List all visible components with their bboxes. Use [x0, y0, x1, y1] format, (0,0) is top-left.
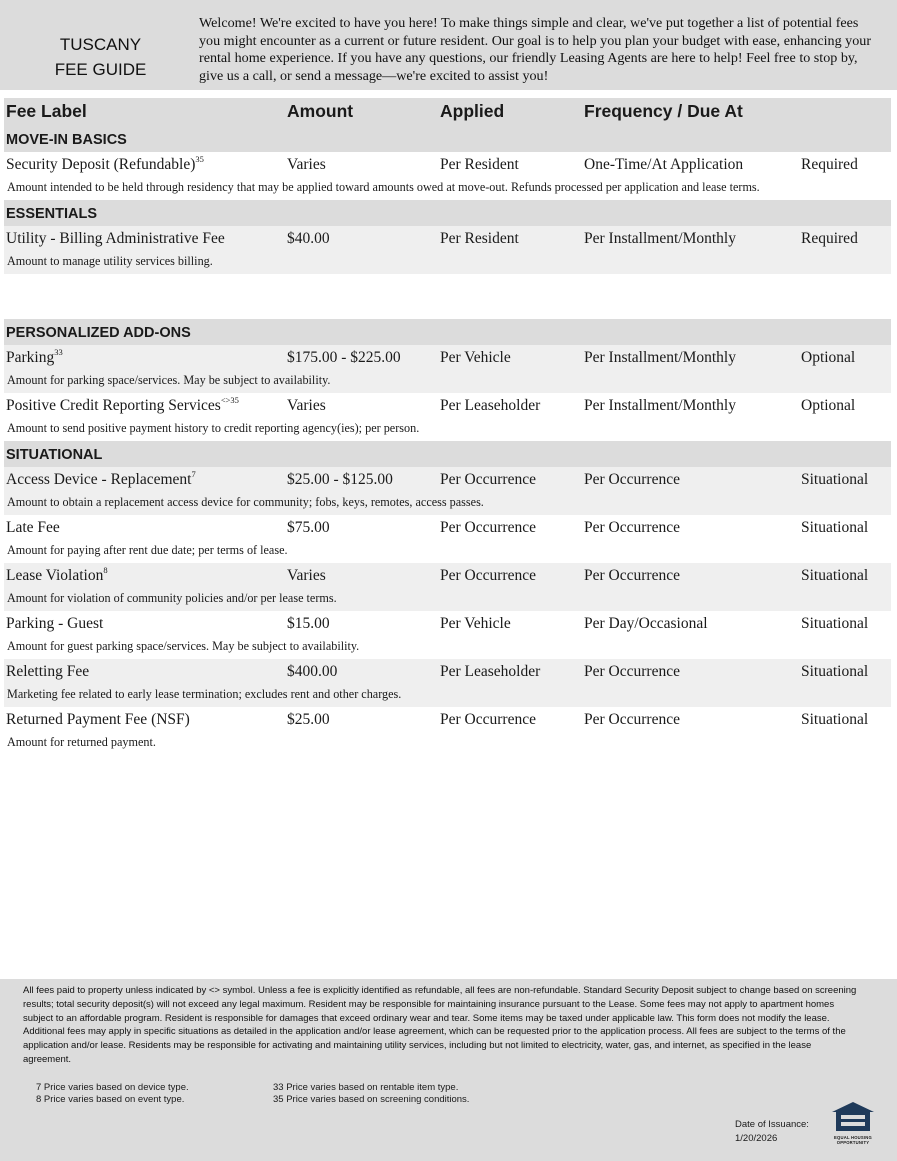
section-title: SITUATIONAL: [6, 447, 103, 463]
column-fee-label: Fee Label: [6, 101, 87, 121]
fee-status: [801, 519, 868, 537]
fee-row: [4, 345, 891, 393]
fee-status: [801, 156, 858, 174]
fee-label: [6, 567, 108, 585]
fee-row: [4, 226, 891, 274]
fee-frequency-text: One-Time/At Application: [584, 156, 744, 173]
table-header: [4, 98, 891, 126]
fee-applied: [440, 349, 511, 367]
fee-status: [801, 397, 855, 415]
fee-frequency: [584, 663, 680, 681]
fee-label-text: Parking - Guest: [6, 615, 104, 632]
fee-frequency: [584, 567, 680, 585]
fee-description: Amount to manage utility services billing.: [7, 254, 213, 268]
issuance: [735, 1118, 809, 1146]
fee-status: [801, 349, 855, 367]
fee-amount-text: $25.00: [287, 711, 330, 728]
section-move-in: [4, 126, 891, 152]
fee-frequency: [584, 156, 743, 174]
fee-label: [6, 711, 190, 729]
fee-applied-text: Per Occurrence: [440, 567, 536, 584]
brand-line2: FEE GUIDE: [54, 60, 147, 79]
column-applied: Applied: [440, 101, 505, 121]
fee-amount-text: $15.00: [287, 615, 330, 632]
fee-frequency-text: Per Occurrence: [584, 519, 680, 536]
equal-housing-icon: [830, 1101, 876, 1145]
fee-applied-text: Per Leaseholder: [440, 663, 541, 680]
fee-applied-text: Per Vehicle: [440, 349, 511, 366]
fee-amount: [287, 397, 326, 415]
fee-row: [4, 563, 891, 611]
fee-applied: [440, 663, 540, 681]
fee-description: Amount for guest parking space/services. May be subject to availability.: [7, 639, 360, 653]
section-addons: [4, 319, 891, 345]
fee-row: [4, 659, 891, 707]
fee-label: [6, 663, 89, 681]
fee-frequency-text: Per Day/Occasional: [584, 615, 708, 632]
fee-applied-text: Per Vehicle: [440, 615, 511, 632]
fee-amount: [287, 156, 326, 174]
section-situational: [4, 441, 891, 467]
section-title: PERSONALIZED ADD-ONS: [6, 325, 191, 341]
footnote-35: 35 Price varies based on screening conditions.: [273, 1094, 470, 1105]
fee-applied: [440, 230, 519, 248]
footnote-7: 7 Price varies based on device type.: [36, 1082, 189, 1093]
fee-amount: [287, 349, 401, 367]
fee-status-text: Situational: [801, 519, 869, 536]
fee-frequency: [584, 230, 736, 248]
fee-status: [801, 711, 868, 729]
fee-frequency: [584, 615, 708, 633]
fee-description: Marketing fee related to early lease termination; excludes rent and other charges.: [7, 687, 402, 701]
fee-label-text: Late Fee: [6, 519, 60, 536]
footnotes-right: [273, 1082, 469, 1106]
fee-description: Amount to obtain a replacement access device for community; fobs, keys, remotes, access passes.: [7, 495, 484, 509]
fee-status: [801, 567, 868, 585]
footnote-ref: 8: [103, 565, 108, 575]
fee-label: [6, 397, 239, 415]
fee-amount: [287, 519, 330, 537]
fee-applied: [440, 519, 536, 537]
fee-label-text: Utility - Billing Administrative Fee: [6, 230, 225, 247]
fee-applied-text: Per Occurrence: [440, 471, 536, 488]
fee-status-text: Required: [801, 156, 858, 173]
footnote-ref: 33: [54, 347, 63, 357]
footnote-ref: 7: [191, 469, 196, 479]
fee-label-text: Positive Credit Reporting Services: [6, 397, 221, 414]
fee-amount-text: Varies: [287, 567, 326, 584]
fee-frequency-text: Per Installment/Monthly: [584, 397, 736, 414]
fee-amount-text: $400.00: [287, 663, 338, 680]
footnotes-left: [36, 1082, 189, 1106]
fee-status-text: Situational: [801, 663, 869, 680]
column-frequency: Frequency / Due At: [584, 101, 743, 121]
fee-frequency-text: Per Occurrence: [584, 663, 680, 680]
fee-description: Amount for returned payment.: [7, 735, 156, 749]
fee-frequency-text: Per Occurrence: [584, 471, 680, 488]
fee-amount-text: Varies: [287, 397, 326, 414]
spacer: [4, 274, 891, 319]
fee-applied: [440, 397, 540, 415]
fee-frequency: [584, 349, 736, 367]
fee-label: [6, 471, 196, 489]
fee-status-text: Situational: [801, 567, 869, 584]
fee-row: [4, 393, 891, 441]
fee-label: [6, 156, 204, 174]
fee-applied-text: Per Resident: [440, 230, 519, 247]
brand-title: [28, 32, 173, 82]
brand-line1: TUSCANY: [59, 35, 142, 54]
fee-label: [6, 349, 63, 367]
fee-amount: [287, 615, 330, 633]
fee-amount-text: $175.00 - $225.00: [287, 349, 401, 366]
footnote-33: 33 Price varies based on rentable item type.: [273, 1082, 459, 1093]
fee-row: [4, 707, 891, 755]
disclaimer: All fees paid to property unless indicated by <> symbol. Unless a fee is explicitly identified as refundable, all fees are non-refundable. Standard Security Deposit subject to change based on screening results; total security deposit(s) will not exceed any legal maximum. Resident may be responsible for maintaining insurance pursuant to the Lease. Some fees may not apply to apartment homes subject to an affordable program. Resident is responsible for damages that exceed ordinary wear and tear. Some items may be taxed under applicable law. This form does not modify the lease. Additional fees may apply in specific situations as detailed in the application and/or lease agreement, which can be requested prior to the application process. All fees are subject to the terms of the application and/or lease. Residents may be responsible for activating and maintaining utility services, including but not limited to electricity, water, gas, and internet, as specified in the lease agreement.: [23, 985, 857, 1065]
fee-description: Amount for violation of community policies and/or per lease terms.: [7, 591, 337, 605]
fee-applied: [440, 471, 536, 489]
section-title: MOVE-IN BASICS: [6, 132, 127, 148]
fee-amount: [287, 471, 393, 489]
fee-amount: [287, 230, 330, 248]
fee-description: Amount to send positive payment history to credit reporting agency(ies); per person.: [7, 421, 420, 435]
fee-applied-text: Per Leaseholder: [440, 397, 541, 414]
fee-status-text: Optional: [801, 397, 856, 414]
section-rows: [4, 152, 891, 200]
fee-applied: [440, 711, 536, 729]
footnote-8: 8 Price varies based on event type.: [36, 1094, 185, 1105]
fee-status-text: Optional: [801, 349, 856, 366]
column-amount: Amount: [287, 101, 354, 121]
fee-applied: [440, 156, 519, 174]
section-rows: [4, 226, 891, 274]
fee-applied: [440, 615, 511, 633]
fee-label: [6, 230, 225, 248]
fee-status-text: Required: [801, 230, 858, 247]
fee-label-text: Returned Payment Fee (NSF): [6, 711, 190, 728]
fee-label-text: Access Device - Replacement: [6, 471, 192, 488]
header: [0, 0, 897, 90]
fee-label-text: Parking: [6, 349, 55, 366]
fee-frequency-text: Per Occurrence: [584, 711, 680, 728]
fee-status-text: Situational: [801, 471, 869, 488]
fee-frequency: [584, 711, 680, 729]
fee-frequency: [584, 519, 680, 537]
fee-row: [4, 467, 891, 515]
welcome-text: Welcome! We're excited to have you here! To make things simple and clear, we've put together a list of potential fees you might encounter as a current or future resident. Our goal is to help you plan your budget with ease, enhancing your rental home experience. If you have any questions, our friendly Leasing Agents are here to help! Feel free to stop by, give us a call, or send a message—we're excited to assist you!: [199, 15, 872, 84]
footnote-ref: 35: [195, 154, 204, 164]
fee-applied-text: Per Resident: [440, 156, 519, 173]
fee-label-text: Lease Violation: [6, 567, 104, 584]
eho-line2: OPPORTUNITY: [836, 1140, 870, 1145]
fee-label-text: Security Deposit (Refundable): [6, 156, 196, 173]
section-rows: [4, 467, 891, 755]
fee-frequency-text: Per Installment/Monthly: [584, 230, 736, 247]
fee-frequency: [584, 471, 680, 489]
section-title: ESSENTIALS: [6, 206, 98, 222]
fee-status-text: Situational: [801, 615, 869, 632]
fee-status: [801, 230, 858, 248]
fee-frequency-text: Per Installment/Monthly: [584, 349, 736, 366]
fee-label-text: Reletting Fee: [6, 663, 90, 680]
issuance-date: 1/20/2026: [735, 1133, 778, 1144]
section-essentials: [4, 200, 891, 226]
fee-applied-text: Per Occurrence: [440, 711, 536, 728]
fee-frequency-text: Per Occurrence: [584, 567, 680, 584]
fee-row: [4, 515, 891, 563]
fee-amount: [287, 663, 337, 681]
section-rows: [4, 345, 891, 441]
fee-amount: [287, 567, 326, 585]
fee-status: [801, 663, 868, 681]
footnote-ref: <>35: [220, 395, 239, 405]
equal-housing-text: [830, 1135, 876, 1145]
fee-applied-text: Per Occurrence: [440, 519, 536, 536]
fee-status-text: Situational: [801, 711, 869, 728]
fee-status: [801, 471, 868, 489]
fee-applied: [440, 567, 536, 585]
footer: [0, 979, 897, 1161]
fee-amount: [287, 711, 330, 729]
fee-amount-text: $25.00 - $125.00: [287, 471, 393, 488]
fee-description: Amount for parking space/services. May be subject to availability.: [7, 373, 331, 387]
fee-label: [6, 519, 60, 537]
eho-line1: EQUAL HOUSING: [834, 1135, 872, 1140]
fee-table: [4, 98, 891, 755]
issuance-label: Date of Issuance:: [735, 1119, 809, 1130]
fee-amount-text: $75.00: [287, 519, 330, 536]
fee-frequency: [584, 397, 736, 415]
fee-amount-text: $40.00: [287, 230, 330, 247]
fee-amount-text: Varies: [287, 156, 326, 173]
fee-row: [4, 611, 891, 659]
fee-status: [801, 615, 868, 633]
fee-description: Amount for paying after rent due date; per terms of lease.: [7, 543, 288, 557]
fee-row: [4, 152, 891, 200]
fee-description: Amount intended to be held through residency that may be applied toward amounts owed at move-out. Refunds processed per application and lease terms.: [7, 180, 760, 194]
fee-label: [6, 615, 103, 633]
